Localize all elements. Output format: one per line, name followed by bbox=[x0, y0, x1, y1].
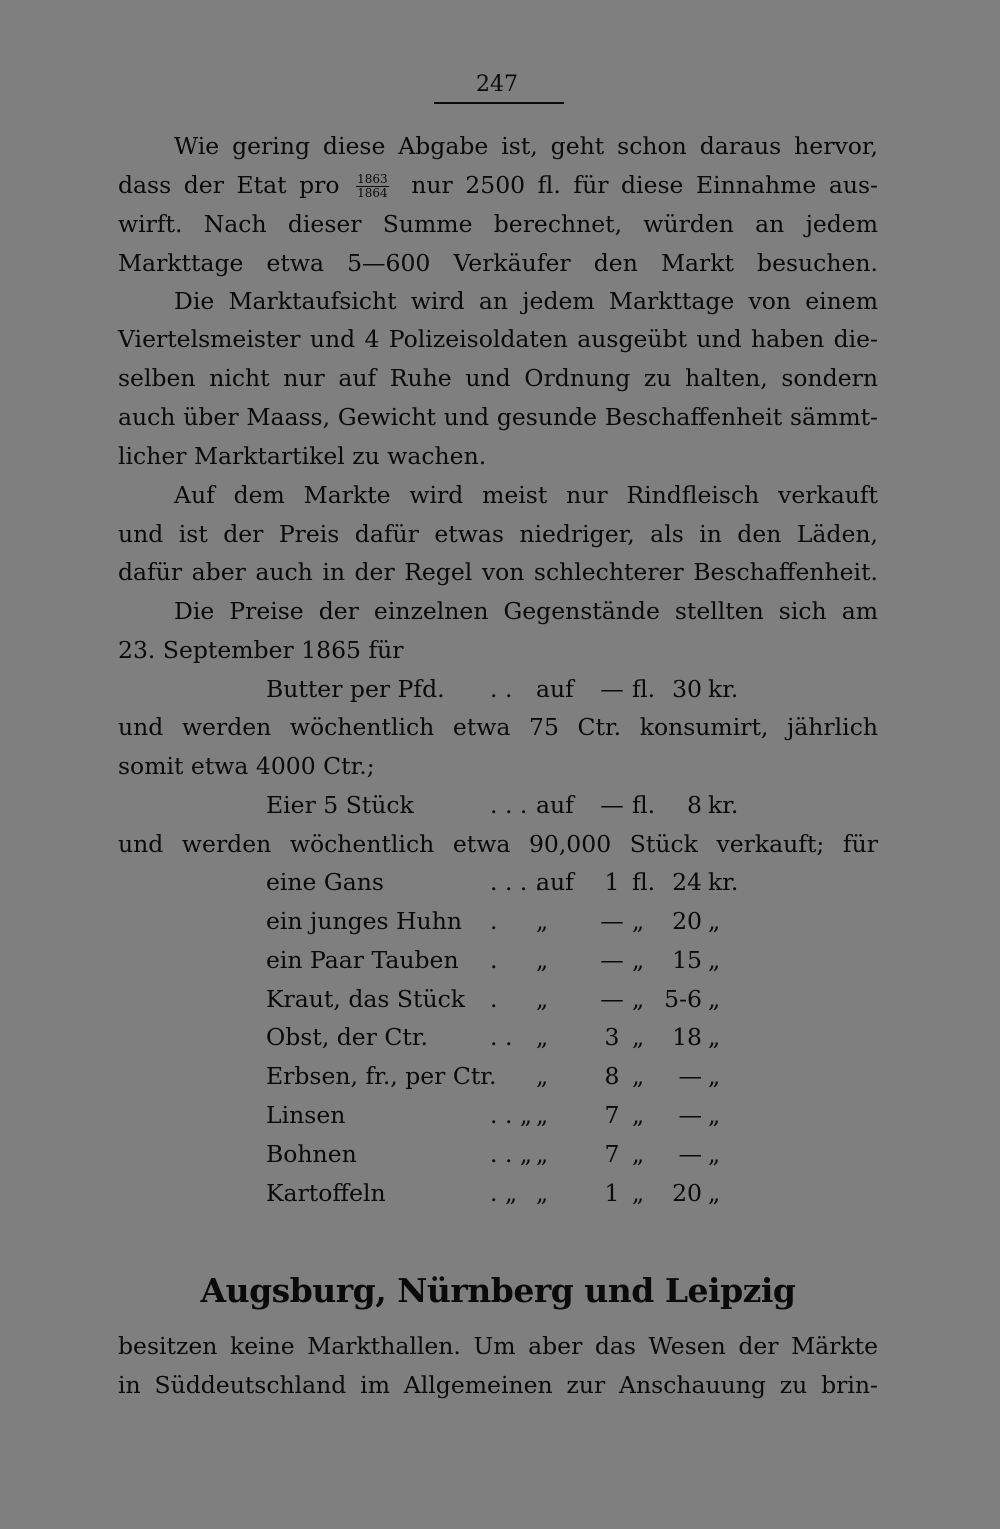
price-kr-unit: kr. bbox=[708, 791, 739, 819]
price-fl: — bbox=[600, 985, 624, 1013]
price-fl-unit: fl. bbox=[632, 868, 656, 896]
text-line: licher Marktartikel zu wachen. bbox=[118, 442, 487, 470]
price-kr: 8 bbox=[687, 791, 702, 819]
price-kr: — bbox=[678, 1101, 702, 1129]
price-auf: „ bbox=[536, 907, 549, 935]
price-dots: . . „ bbox=[490, 1101, 533, 1129]
text-line: 23. September 1865 für bbox=[118, 636, 404, 664]
text-line: Markttage etwa 5—600 Verkäufer den Markt besuchen. bbox=[118, 249, 878, 277]
price-kr: 20 bbox=[672, 907, 702, 935]
text-line: wirft. Nach dieser Summe berechnet, würden an jedem bbox=[118, 210, 878, 238]
price-row bbox=[118, 1135, 878, 1173]
page-number: 247 bbox=[476, 72, 518, 97]
text-line: Wie gering diese Abgabe ist, geht schon daraus hervor, bbox=[174, 132, 878, 160]
text-line: und ist der Preis dafür etwas niedriger, als in den Läden, bbox=[118, 520, 878, 548]
price-fl: 1 bbox=[604, 1179, 620, 1207]
price-row bbox=[118, 1057, 878, 1095]
price-auf: „ bbox=[536, 1101, 549, 1129]
price-kr: 30 bbox=[672, 675, 702, 703]
price-dots: . . . . bbox=[490, 868, 543, 896]
price-kr-unit: „ bbox=[708, 946, 721, 974]
price-fl: — bbox=[600, 675, 624, 703]
text-line: Die Preise der einzelnen Gegenstände stellten sich am bbox=[174, 597, 878, 625]
text-line bbox=[118, 166, 878, 204]
text-span: dass der Etat pro bbox=[118, 171, 340, 199]
price-auf: „ bbox=[536, 1140, 549, 1168]
price-auf: „ bbox=[536, 985, 549, 1013]
text-line: und werden wöchentlich etwa 90,000 Stück verkauft; für bbox=[118, 830, 878, 858]
price-item: Butter per Pfd. bbox=[266, 675, 445, 703]
price-auf: auf bbox=[536, 868, 574, 896]
text-line: in Süddeutschland im Allgemeinen zur Anschauung zu brin- bbox=[118, 1371, 878, 1399]
text-line: und werden wöchentlich etwa 75 Ctr. konsumirt, jährlich bbox=[118, 713, 878, 741]
price-kr: 20 bbox=[672, 1179, 702, 1207]
section-heading: Augsburg, Nürnberg und Leipzig bbox=[200, 1271, 796, 1310]
price-fl-unit: fl. bbox=[632, 791, 656, 819]
price-kr-unit: „ bbox=[708, 1140, 721, 1168]
price-fl-unit: „ bbox=[632, 907, 645, 935]
price-row bbox=[118, 1174, 878, 1212]
price-kr-unit: „ bbox=[708, 1062, 721, 1090]
price-row bbox=[118, 786, 878, 824]
price-kr: 24 bbox=[672, 868, 702, 896]
price-fl-unit: „ bbox=[632, 1140, 645, 1168]
price-item: eine Gans bbox=[266, 868, 384, 896]
price-dots: . bbox=[490, 907, 498, 935]
price-auf: „ bbox=[536, 1179, 549, 1207]
price-dots: . bbox=[490, 946, 498, 974]
price-auf: auf bbox=[536, 791, 574, 819]
price-kr-unit: „ bbox=[708, 985, 721, 1013]
price-kr-unit: „ bbox=[708, 1023, 721, 1051]
price-fl-unit: „ bbox=[632, 985, 645, 1013]
text-line: Auf dem Markte wird meist nur Rindfleisch verkauft bbox=[174, 481, 878, 509]
price-fl-unit: „ bbox=[632, 1062, 645, 1090]
price-kr-unit: kr. bbox=[708, 868, 739, 896]
price-row bbox=[118, 863, 878, 901]
price-kr: 18 bbox=[672, 1023, 702, 1051]
document-page bbox=[118, 0, 878, 1529]
price-row bbox=[118, 980, 878, 1018]
price-kr-unit: „ bbox=[708, 1101, 721, 1129]
price-dots: . . bbox=[490, 675, 513, 703]
price-kr: — bbox=[678, 1062, 702, 1090]
price-kr: 15 bbox=[672, 946, 702, 974]
price-row bbox=[118, 1018, 878, 1056]
price-kr: 5-6 bbox=[664, 985, 702, 1013]
text-line: selben nicht nur auf Ruhe und Ordnung zu halten, sondern bbox=[118, 364, 878, 392]
price-auf: „ bbox=[536, 1023, 549, 1051]
price-fl-unit: „ bbox=[632, 1101, 645, 1129]
price-auf: auf bbox=[536, 675, 574, 703]
price-dots: . bbox=[490, 985, 498, 1013]
text-line: auch über Maass, Gewicht und gesunde Beschaffenheit sämmt- bbox=[118, 403, 878, 431]
price-item: Eier 5 Stück bbox=[266, 791, 414, 819]
price-kr: — bbox=[678, 1140, 702, 1168]
price-item: ein junges Huhn bbox=[266, 907, 462, 935]
price-fl: 7 bbox=[604, 1101, 620, 1129]
price-fl: 8 bbox=[604, 1062, 620, 1090]
price-item: Kartoffeln bbox=[266, 1179, 386, 1207]
price-dots: . . „ bbox=[490, 1140, 533, 1168]
price-row bbox=[118, 670, 878, 708]
text-line: besitzen keine Markthallen. Um aber das Wesen der Märkte bbox=[118, 1332, 878, 1360]
price-kr-unit: „ bbox=[708, 1179, 721, 1207]
price-item: ein Paar Tauben bbox=[266, 946, 459, 974]
price-fl: 3 bbox=[604, 1023, 620, 1051]
price-item: Bohnen bbox=[266, 1140, 357, 1168]
text-line: somit etwa 4000 Ctr.; bbox=[118, 752, 375, 780]
price-row bbox=[118, 941, 878, 979]
page-number-rule bbox=[434, 102, 564, 104]
price-auf: „ bbox=[536, 946, 549, 974]
price-kr-unit: „ bbox=[708, 907, 721, 935]
year-fraction bbox=[356, 173, 389, 200]
text-line: Die Marktaufsicht wird an jedem Markttage von einem bbox=[174, 287, 878, 315]
price-kr-unit: kr. bbox=[708, 675, 739, 703]
price-fl: 1 bbox=[604, 868, 620, 896]
fraction-denominator: 1864 bbox=[357, 186, 388, 200]
price-dots: . . . bbox=[490, 791, 528, 819]
price-fl-unit: fl. bbox=[632, 675, 656, 703]
price-auf: „ bbox=[536, 1062, 549, 1090]
price-fl: — bbox=[600, 907, 624, 935]
price-fl: — bbox=[600, 946, 624, 974]
price-fl: 7 bbox=[604, 1140, 620, 1168]
price-fl-unit: „ bbox=[632, 1023, 645, 1051]
price-item: Erbsen, fr., per Ctr. bbox=[266, 1062, 497, 1090]
price-dots: . . bbox=[490, 1023, 513, 1051]
price-row bbox=[118, 902, 878, 940]
text-span: nur 2500 fl. für diese Einnahme aus- bbox=[411, 171, 878, 199]
price-fl-unit: „ bbox=[632, 946, 645, 974]
price-row bbox=[118, 1096, 878, 1134]
text-line: dafür aber auch in der Regel von schlechterer Beschaffenheit. bbox=[118, 558, 878, 586]
fraction-numerator: 1863 bbox=[357, 172, 388, 186]
price-item: Obst, der Ctr. bbox=[266, 1023, 428, 1051]
text-line: Viertelsmeister und 4 Polizeisoldaten ausgeübt und haben die- bbox=[118, 325, 878, 353]
price-fl-unit: „ bbox=[632, 1179, 645, 1207]
price-dots: . „ bbox=[490, 1179, 518, 1207]
price-item: Kraut, das Stück bbox=[266, 985, 465, 1013]
price-fl: — bbox=[600, 791, 624, 819]
price-item: Linsen bbox=[266, 1101, 346, 1129]
